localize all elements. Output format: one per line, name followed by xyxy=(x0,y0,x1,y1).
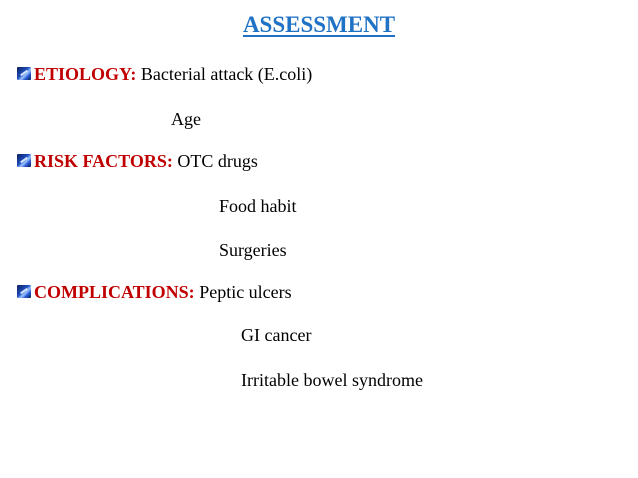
square-bullet-icon xyxy=(17,67,31,80)
complication-item: Peptic ulcers xyxy=(199,282,292,302)
complication-item: Irritable bowel syndrome xyxy=(241,370,423,390)
risk-factor-item: OTC drugs xyxy=(177,151,258,171)
complications-label: COMPLICATIONS: xyxy=(34,282,195,302)
complication-item: GI cancer xyxy=(241,325,312,345)
etiology-line xyxy=(34,63,312,85)
risk-factor-item: Food habit xyxy=(219,196,297,216)
risk-factors-line xyxy=(34,150,258,172)
slide-title-text: ASSESSMENT xyxy=(242,12,396,37)
square-bullet-icon xyxy=(17,285,31,298)
complications-line xyxy=(34,281,292,303)
risk-factors-label: RISK FACTORS: xyxy=(34,151,173,171)
etiology-item: Age xyxy=(171,109,201,129)
etiology-label: ETIOLOGY: xyxy=(34,64,137,84)
etiology-item: Bacterial attack (E.coli) xyxy=(140,64,313,84)
risk-factor-item: Surgeries xyxy=(219,240,287,260)
square-bullet-icon xyxy=(17,154,31,167)
slide-title xyxy=(0,10,638,40)
